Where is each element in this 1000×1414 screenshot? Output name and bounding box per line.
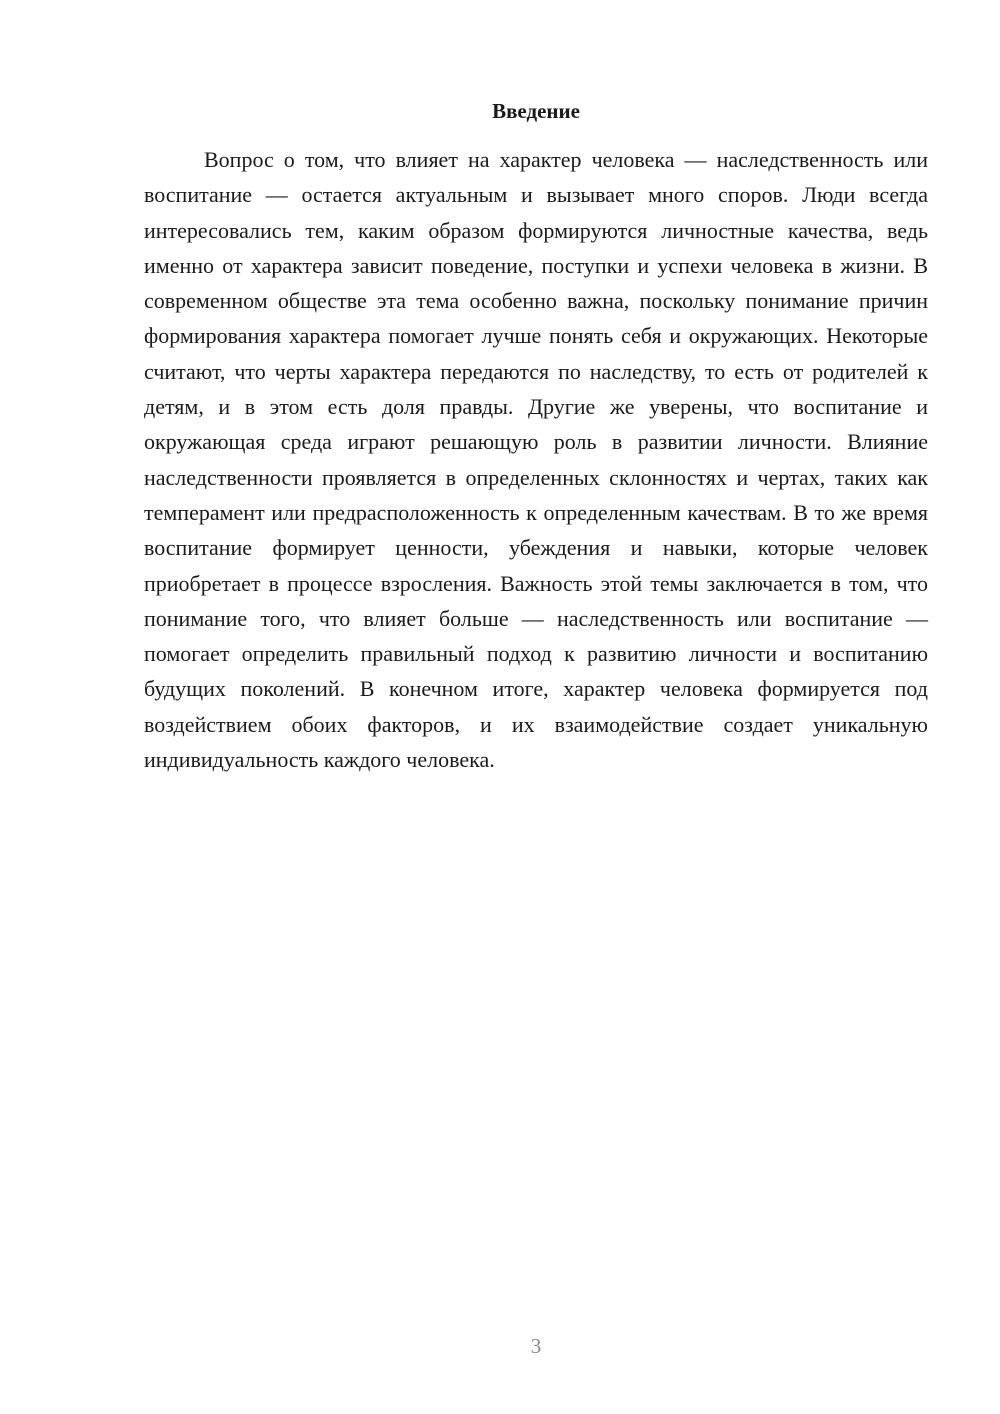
body-paragraph: Вопрос о том, что влияет на характер человека — наследственность или воспитание — остается актуальным и вызывает много споров. Люди всегда интересовались тем, каким образом формируются личностные качества, ведь именно от характера зависит поведение, поступки и успехи человека в жизни. В современном обществе эта тема особенно важна, поскольку понимание причин формирования характера помогает лучше понять себя и окружающих. Некоторые считают, что черты характера передаются по наследству, то есть от родителей к детям, и в этом есть доля правды. Другие же уверены, что воспитание и окружающая среда играют решающую роль в развитии личности. Влияние наследственности проявляется в определенных склонностях и чертах, таких как темперамент или предрасположенность к определенным качествам. В то же время воспитание формирует ценности, убеждения и навыки, которые человек приобретает в процессе взросления. Важность этой темы заключается в том, что понимание того, что влияет больше — наследственность или воспитание — помогает определить правильный подход к развитию личности и воспитанию будущих поколений. В конечном итоге, характер человека формируется под воздействием обоих факторов, и их взаимодействие создает уникальную индивидуальность каждого человека. — [144, 147, 928, 773]
section-title: Введение — [492, 99, 580, 123]
page-number: 3 — [530, 1334, 542, 1358]
